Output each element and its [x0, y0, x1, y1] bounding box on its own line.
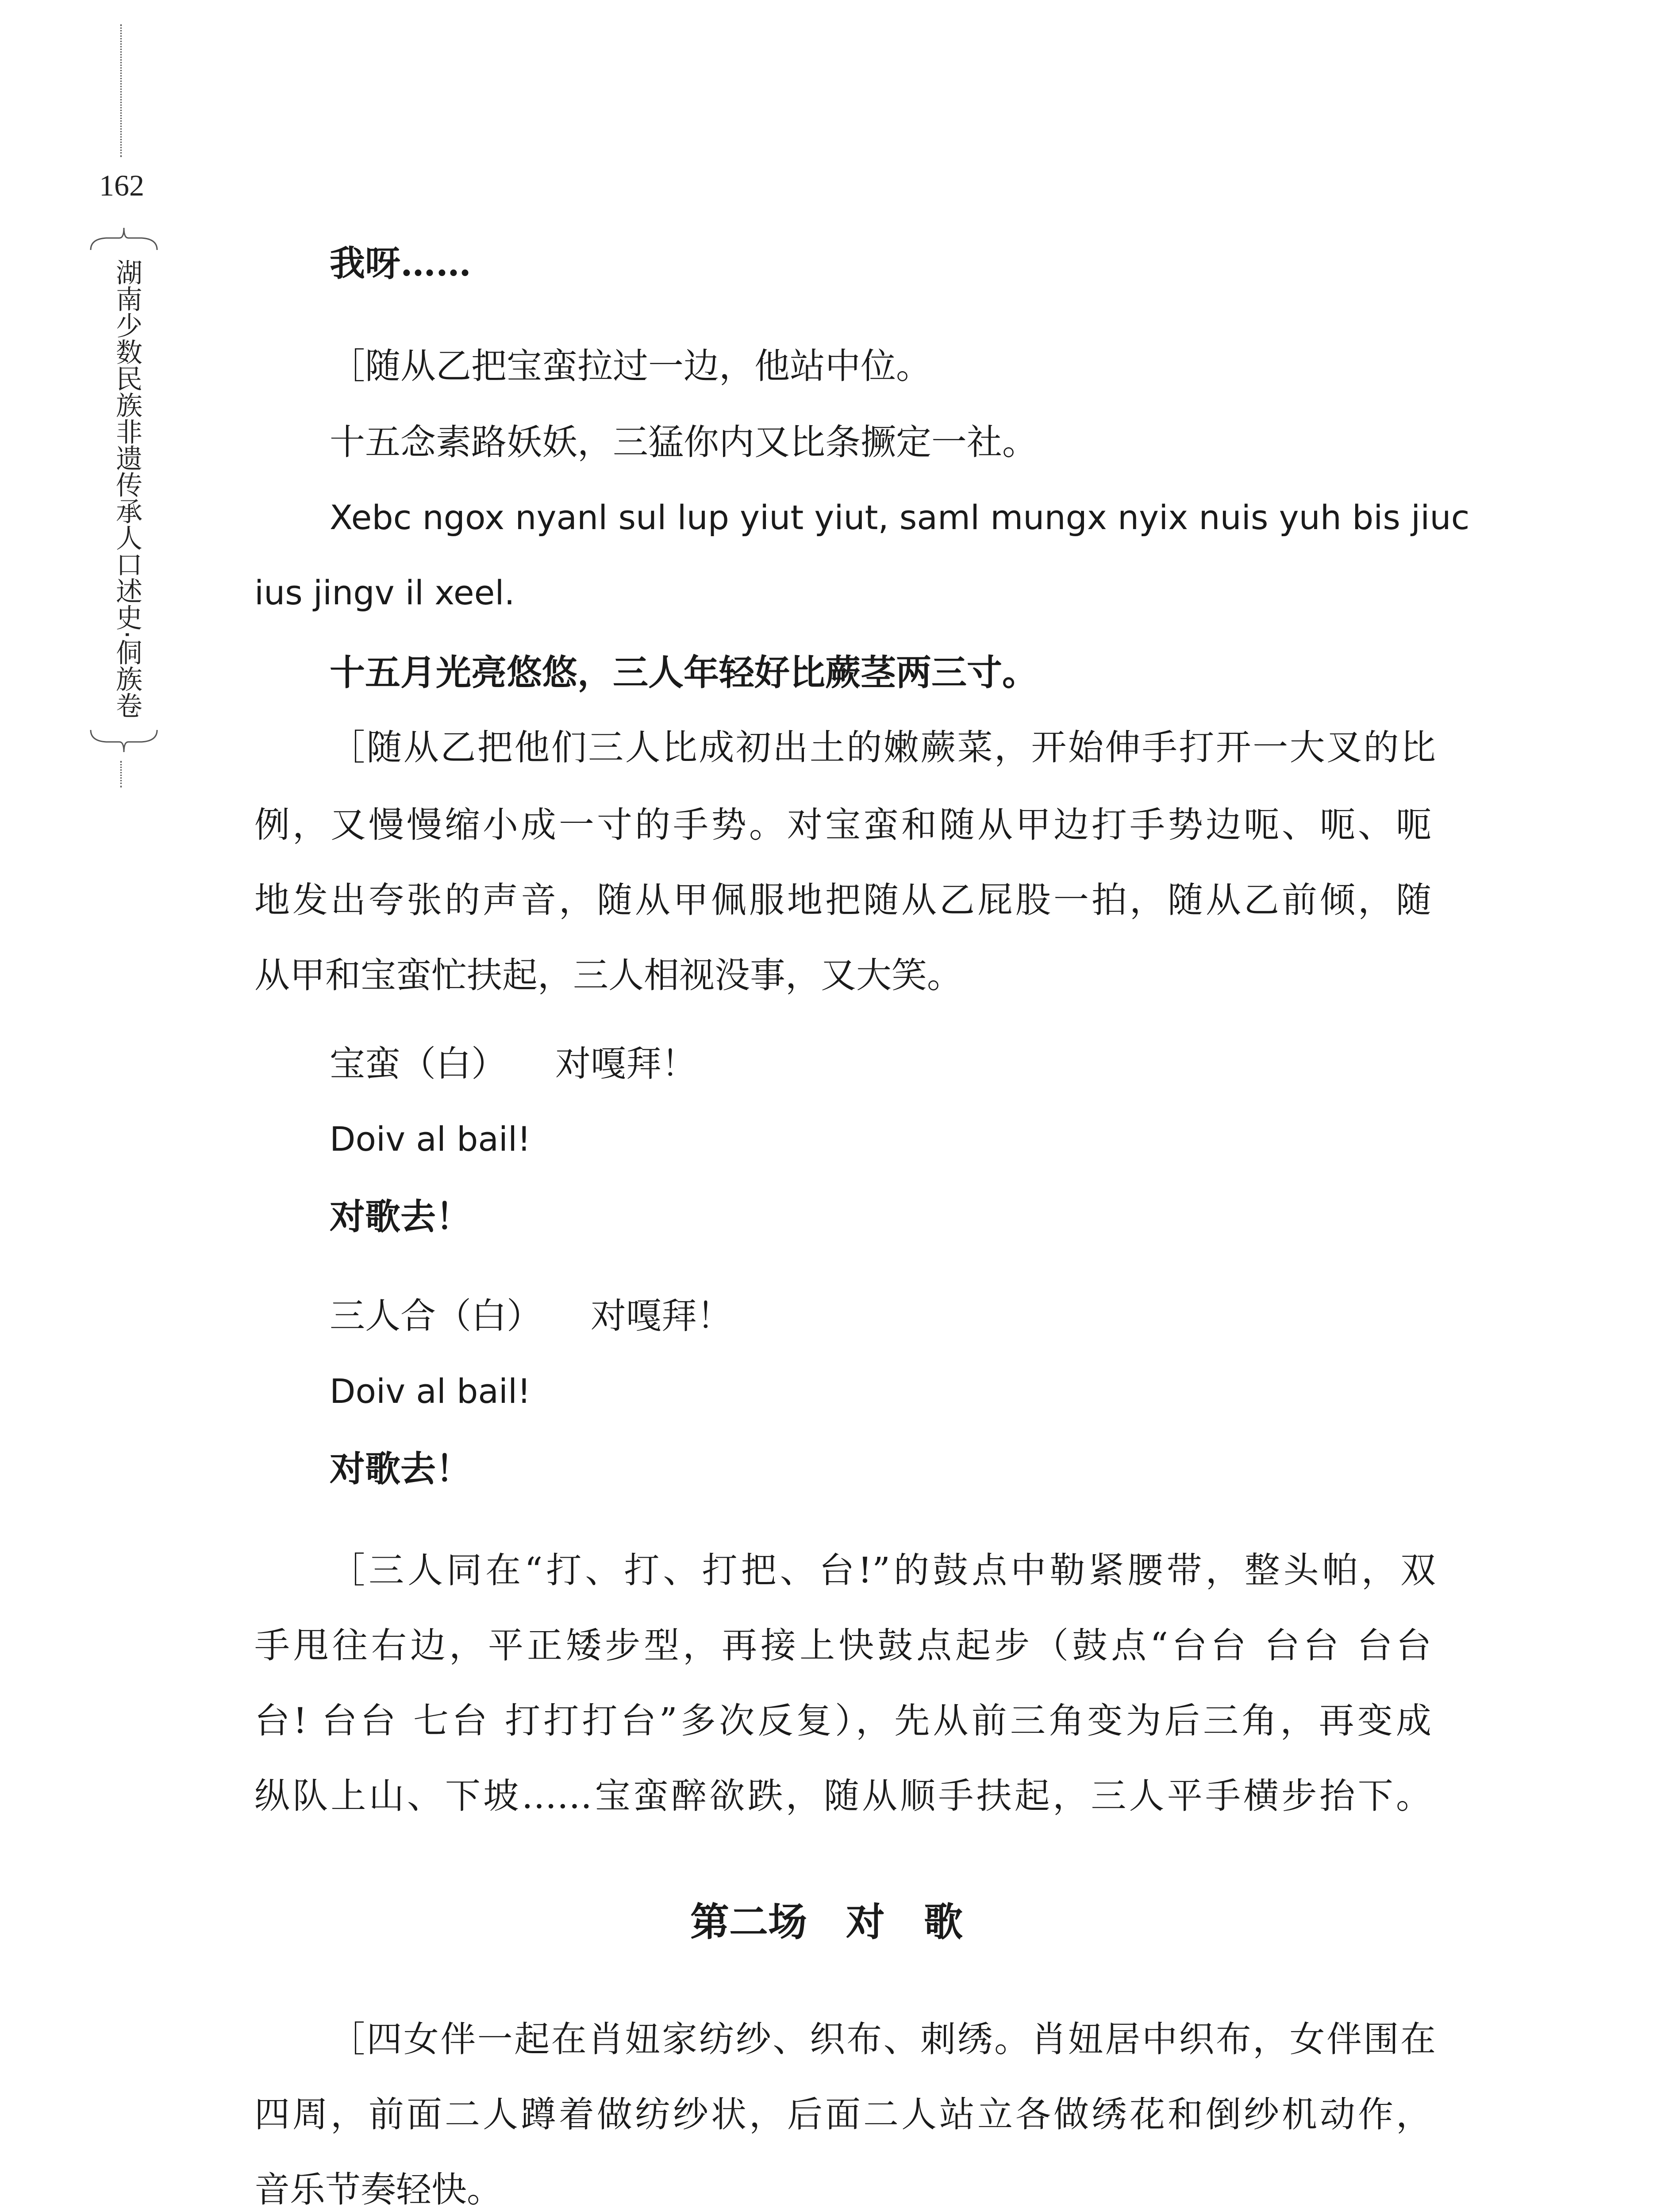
bracket-ornament-bottom: [88, 728, 159, 754]
stage-direction-line: 台! 台台 七台 打打打台”多次反复），先从前三角变为后三角，再变成: [254, 1700, 1431, 1741]
margin-dotted-line-bottom: [120, 761, 122, 787]
stage-direction-line: 地发出夸张的声音，随从甲佩服地把随从乙屁股一拍，随从乙前倾，随: [254, 879, 1431, 921]
romanized-line: Doiv al bail!: [330, 1371, 531, 1411]
section-title: 第二场 对 歌: [690, 1899, 963, 1945]
text-line: 我呀……: [330, 242, 471, 284]
translation-line: 十五月光亮悠悠，三人年轻好比蕨茎两三寸。: [330, 652, 1038, 693]
stage-direction-line: ［随从乙把宝蛮拉过一边，他站中位。: [330, 346, 931, 387]
dong-lyric-line: 十五念素路妖妖，三猛你内又比条撅定一社。: [330, 422, 1038, 463]
speaker-role: 宝蛮（白）: [330, 1043, 507, 1084]
translation-line: 对歌去！: [330, 1196, 471, 1237]
stage-direction-line: ［随从乙把他们三人比成初出土的嫩蕨菜，开始伸手打开一大叉的比: [330, 727, 1436, 768]
stage-direction-line: 四周，前面二人蹲着做纺纱状，后面二人站立各做绣花和倒纱机动作，: [254, 2094, 1431, 2135]
speech: 对嘎拜！: [591, 1295, 732, 1336]
dialogue-line: [330, 1294, 732, 1338]
stage-direction-line: 音乐节奏轻快。: [254, 2169, 502, 2210]
page-number: 162: [99, 169, 144, 202]
stage-direction-line: 从甲和宝蛮忙扶起，三人相视没事，又大笑。: [254, 955, 962, 996]
speaker-role: 三人合（白）: [330, 1295, 542, 1336]
bracket-ornament-top: [88, 226, 159, 252]
stage-direction-line: 纵队上山、下坡……宝蛮醉欲跌，随从顺手扶起，三人平手横步抬下。: [254, 1775, 1431, 1816]
margin-dotted-line-top: [120, 24, 122, 157]
translation-line: 对歌去！: [330, 1448, 471, 1490]
stage-direction-line: ［三人同在“打、打、打把、台!”的鼓点中勒紧腰带，整头帕，双: [330, 1550, 1436, 1591]
stage-direction-line: 例，又慢慢缩小成一寸的手势。对宝蛮和随从甲边打手势边呃、呃、呃: [254, 804, 1431, 845]
speech: 对嘎拜！: [555, 1043, 697, 1084]
dialogue-line: [330, 1042, 697, 1086]
romanized-line: Doiv al bail!: [330, 1119, 531, 1159]
running-title: 湖南少数民族非遗传承人口述史·侗族卷: [111, 259, 142, 719]
stage-direction-line: 手甩往右边，平正矮步型，再接上快鼓点起步（鼓点“台台 台台 台台: [254, 1625, 1431, 1666]
romanized-line: ius jingv il xeel.: [254, 573, 515, 612]
romanized-line: Xebc ngox nyanl sul lup yiut yiut, saml mungx nyix nuis yuh bis jiuc: [330, 498, 1470, 537]
stage-direction-line: ［四女伴一起在肖妞家纺纱、织布、刺绣。肖妞居中织布，女伴围在: [330, 2019, 1436, 2060]
